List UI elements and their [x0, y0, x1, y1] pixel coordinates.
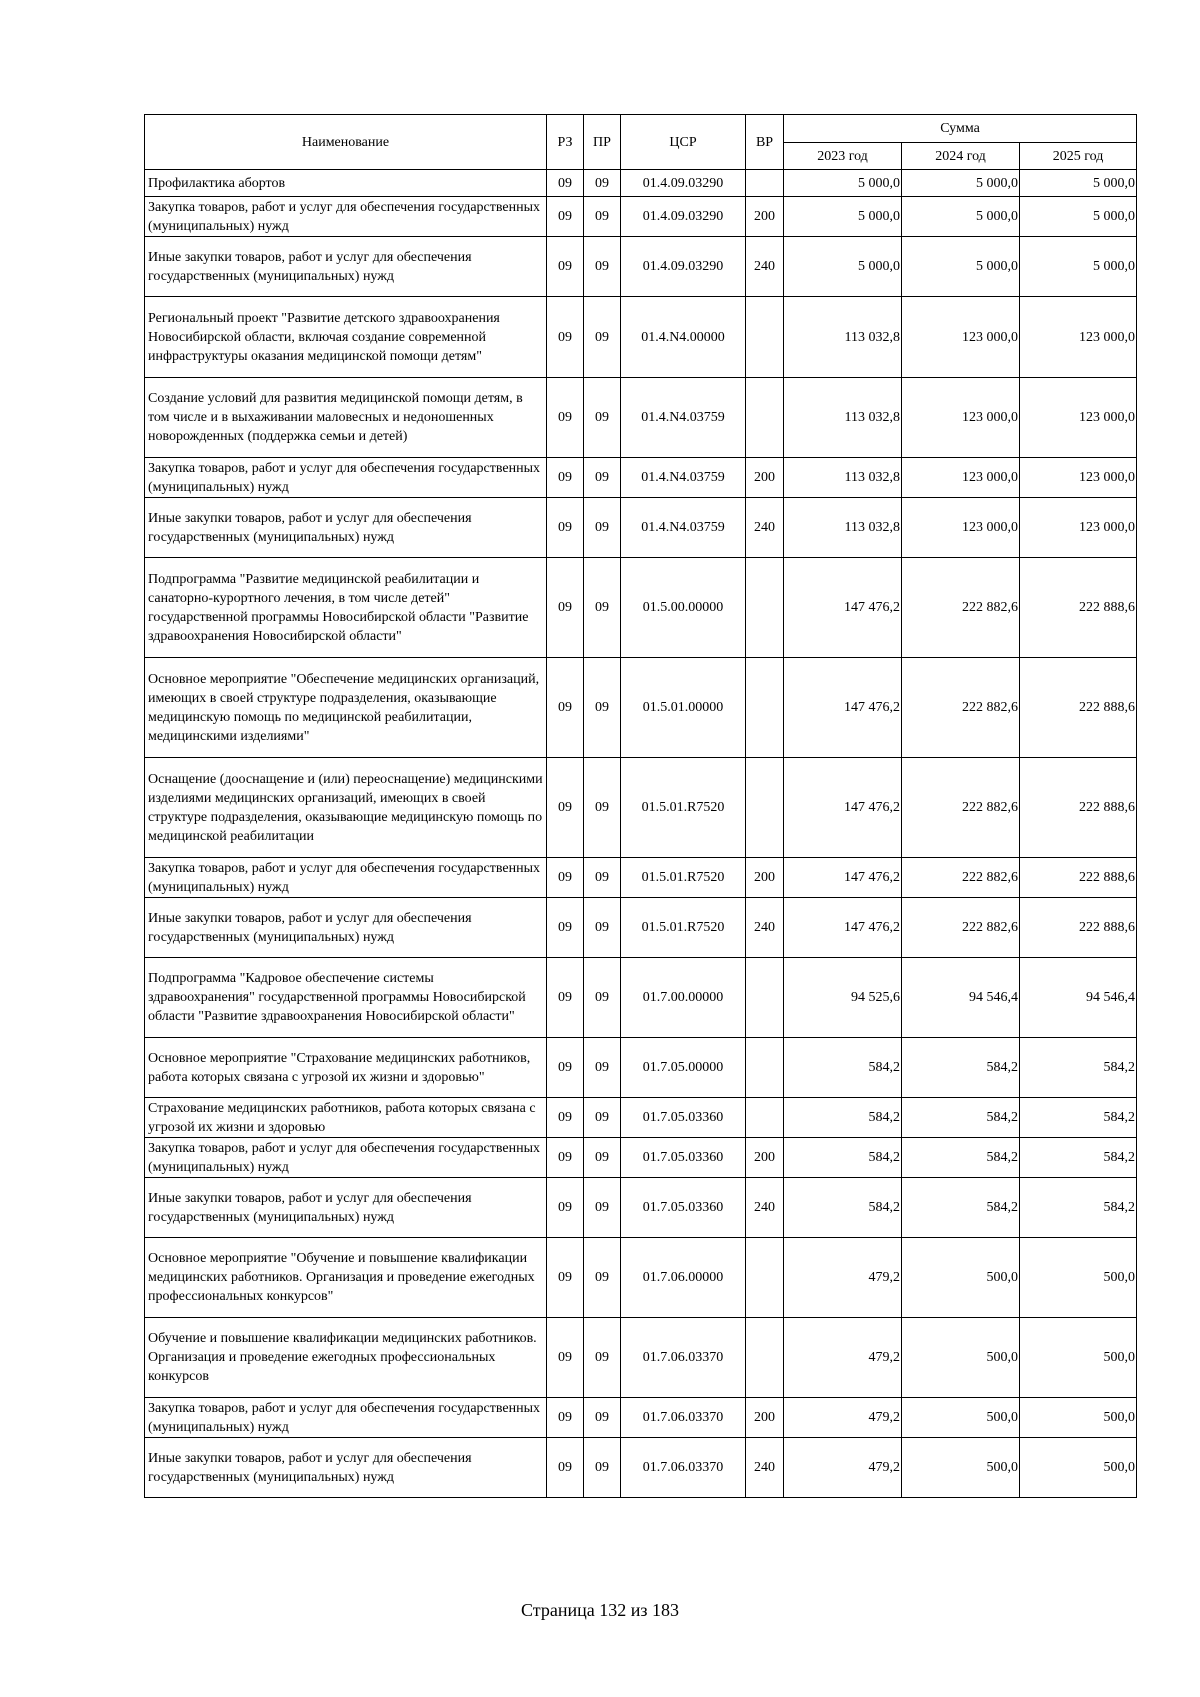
row-amount-2024: 222 882,6: [902, 558, 1020, 658]
row-rz: 09: [547, 1438, 584, 1498]
row-csr: 01.7.05.03360: [621, 1178, 746, 1238]
row-pr: 09: [584, 558, 621, 658]
row-vr: 200: [746, 858, 784, 898]
row-amount-2025: 5 000,0: [1020, 170, 1137, 197]
row-vr: [746, 1318, 784, 1398]
row-name: Основное мероприятие "Страхование медицинских работников, работа которых связана с угрозой их жизни и здоровью": [145, 1038, 547, 1098]
row-name: Закупка товаров, работ и услуг для обеспечения государственных (муниципальных) нужд: [145, 197, 547, 237]
row-amount-2023: 147 476,2: [784, 898, 902, 958]
row-amount-2023: 479,2: [784, 1398, 902, 1438]
row-name: Обучение и повышение квалификации медицинских работников. Организация и проведение ежегодных профессиональных конкурсов: [145, 1318, 547, 1398]
table-body: [145, 170, 1137, 1498]
row-rz: 09: [547, 858, 584, 898]
row-pr: 09: [584, 858, 621, 898]
table-row: [145, 237, 1137, 297]
row-amount-2023: 584,2: [784, 1038, 902, 1098]
row-amount-2024: 94 546,4: [902, 958, 1020, 1038]
row-amount-2025: 500,0: [1020, 1318, 1137, 1398]
row-csr: 01.5.01.R7520: [621, 758, 746, 858]
row-vr: [746, 1238, 784, 1318]
row-amount-2025: 222 888,6: [1020, 858, 1137, 898]
row-amount-2025: 584,2: [1020, 1138, 1137, 1178]
row-name: Иные закупки товаров, работ и услуг для обеспечения государственных (муниципальных) нужд: [145, 498, 547, 558]
table-row: [145, 958, 1137, 1038]
row-rz: 09: [547, 378, 584, 458]
row-csr: 01.4.N4.03759: [621, 378, 746, 458]
row-pr: 09: [584, 1398, 621, 1438]
row-pr: 09: [584, 458, 621, 498]
header-rz: РЗ: [547, 115, 584, 170]
table-row: [145, 758, 1137, 858]
row-csr: 01.5.01.R7520: [621, 858, 746, 898]
row-name: Оснащение (дооснащение и (или) переоснащение) медицинскими изделиями медицинских организаций, имеющих в своей структуре подразделения, оказывающие медицинскую помощь по медицинской реабилитации: [145, 758, 547, 858]
page-number: Страница 132 из 183: [521, 1600, 679, 1620]
row-amount-2025: 123 000,0: [1020, 297, 1137, 378]
row-vr: 200: [746, 458, 784, 498]
row-name: Иные закупки товаров, работ и услуг для обеспечения государственных (муниципальных) нужд: [145, 1178, 547, 1238]
row-amount-2025: 584,2: [1020, 1098, 1137, 1138]
row-rz: 09: [547, 498, 584, 558]
row-amount-2025: 5 000,0: [1020, 237, 1137, 297]
row-amount-2025: 123 000,0: [1020, 458, 1137, 498]
row-vr: [746, 1098, 784, 1138]
row-vr: 240: [746, 237, 784, 297]
row-name: Закупка товаров, работ и услуг для обеспечения государственных (муниципальных) нужд: [145, 1138, 547, 1178]
header-year-2025: 2025 год: [1020, 143, 1137, 170]
row-amount-2024: 500,0: [902, 1318, 1020, 1398]
row-name: Иные закупки товаров, работ и услуг для обеспечения государственных (муниципальных) нужд: [145, 898, 547, 958]
row-amount-2024: 584,2: [902, 1138, 1020, 1178]
budget-table: [144, 114, 1137, 1498]
row-amount-2025: 94 546,4: [1020, 958, 1137, 1038]
row-csr: 01.7.06.03370: [621, 1438, 746, 1498]
row-rz: 09: [547, 558, 584, 658]
row-rz: 09: [547, 297, 584, 378]
table-row: [145, 1038, 1137, 1098]
row-csr: 01.7.06.03370: [621, 1398, 746, 1438]
row-name: Основное мероприятие "Обеспечение медицинских организаций, имеющих в своей структуре подразделения, оказывающие медицинскую помощь по медицинской реабилитации, медицинскими изделиями": [145, 658, 547, 758]
row-amount-2025: 123 000,0: [1020, 498, 1137, 558]
row-pr: 09: [584, 197, 621, 237]
row-amount-2024: 584,2: [902, 1038, 1020, 1098]
row-amount-2024: 5 000,0: [902, 170, 1020, 197]
row-pr: 09: [584, 1238, 621, 1318]
row-rz: 09: [547, 1038, 584, 1098]
row-csr: 01.7.05.00000: [621, 1038, 746, 1098]
row-csr: 01.4.09.03290: [621, 237, 746, 297]
table-row: [145, 1098, 1137, 1138]
row-vr: 200: [746, 1138, 784, 1178]
table-row: [145, 1318, 1137, 1398]
row-name: Подпрограмма "Кадровое обеспечение системы здравоохранения" государственной программы Новосибирской области "Развитие здравоохранения Новосибирской области": [145, 958, 547, 1038]
row-name: Закупка товаров, работ и услуг для обеспечения государственных (муниципальных) нужд: [145, 1398, 547, 1438]
table-row: [145, 1398, 1137, 1438]
row-vr: [746, 378, 784, 458]
row-pr: 09: [584, 498, 621, 558]
table-row: [145, 898, 1137, 958]
table-row: [145, 378, 1137, 458]
row-amount-2025: 222 888,6: [1020, 558, 1137, 658]
row-csr: 01.4.09.03290: [621, 197, 746, 237]
row-amount-2025: 123 000,0: [1020, 378, 1137, 458]
row-rz: 09: [547, 1238, 584, 1318]
table-row: [145, 1238, 1137, 1318]
header-year-2023: 2023 год: [784, 143, 902, 170]
row-pr: 09: [584, 758, 621, 858]
row-amount-2023: 113 032,8: [784, 378, 902, 458]
header-name: Наименование: [145, 115, 547, 170]
row-amount-2025: 500,0: [1020, 1438, 1137, 1498]
row-amount-2023: 94 525,6: [784, 958, 902, 1038]
row-vr: 240: [746, 1178, 784, 1238]
row-amount-2023: 113 032,8: [784, 297, 902, 378]
table-row: [145, 170, 1137, 197]
row-csr: 01.4.N4.03759: [621, 498, 746, 558]
table-row: [145, 197, 1137, 237]
row-rz: 09: [547, 1138, 584, 1178]
row-vr: [746, 958, 784, 1038]
row-amount-2024: 222 882,6: [902, 658, 1020, 758]
row-name: Иные закупки товаров, работ и услуг для обеспечения государственных (муниципальных) нужд: [145, 237, 547, 297]
row-pr: 09: [584, 1438, 621, 1498]
row-rz: 09: [547, 458, 584, 498]
table-header: [145, 115, 1137, 170]
row-csr: 01.7.00.00000: [621, 958, 746, 1038]
row-vr: [746, 758, 784, 858]
row-amount-2025: 584,2: [1020, 1178, 1137, 1238]
row-amount-2024: 500,0: [902, 1438, 1020, 1498]
row-pr: 09: [584, 658, 621, 758]
table-row: [145, 458, 1137, 498]
row-rz: 09: [547, 758, 584, 858]
row-amount-2023: 147 476,2: [784, 658, 902, 758]
row-name: Основное мероприятие "Обучение и повышение квалификации медицинских работников. Организация и проведение ежегодных профессиональных конкурсов": [145, 1238, 547, 1318]
row-vr: 240: [746, 1438, 784, 1498]
table-row: [145, 1138, 1137, 1178]
row-vr: [746, 297, 784, 378]
row-amount-2024: 5 000,0: [902, 197, 1020, 237]
row-amount-2023: 147 476,2: [784, 758, 902, 858]
row-vr: [746, 170, 784, 197]
row-pr: 09: [584, 1098, 621, 1138]
row-pr: 09: [584, 898, 621, 958]
row-vr: 200: [746, 197, 784, 237]
row-amount-2024: 222 882,6: [902, 858, 1020, 898]
row-amount-2024: 584,2: [902, 1098, 1020, 1138]
row-name: Закупка товаров, работ и услуг для обеспечения государственных (муниципальных) нужд: [145, 858, 547, 898]
row-amount-2023: 147 476,2: [784, 558, 902, 658]
row-amount-2025: 5 000,0: [1020, 197, 1137, 237]
row-name: Иные закупки товаров, работ и услуг для обеспечения государственных (муниципальных) нужд: [145, 1438, 547, 1498]
row-amount-2023: 479,2: [784, 1238, 902, 1318]
row-vr: 240: [746, 498, 784, 558]
table-row: [145, 1178, 1137, 1238]
row-vr: [746, 658, 784, 758]
row-amount-2023: 113 032,8: [784, 498, 902, 558]
row-pr: 09: [584, 378, 621, 458]
row-csr: 01.7.06.03370: [621, 1318, 746, 1398]
row-pr: 09: [584, 237, 621, 297]
row-amount-2024: 123 000,0: [902, 297, 1020, 378]
row-name: Создание условий для развития медицинской помощи детям, в том числе и в выхаживании маловесных и недоношенных новорожденных (поддержка семьи и детей): [145, 378, 547, 458]
row-csr: 01.5.00.00000: [621, 558, 746, 658]
row-amount-2023: 147 476,2: [784, 858, 902, 898]
table-row: [145, 558, 1137, 658]
header-sum: Сумма: [784, 115, 1137, 143]
row-vr: 200: [746, 1398, 784, 1438]
table-row: [145, 658, 1137, 758]
row-amount-2024: 500,0: [902, 1238, 1020, 1318]
row-amount-2024: 123 000,0: [902, 498, 1020, 558]
row-amount-2023: 5 000,0: [784, 197, 902, 237]
row-amount-2024: 123 000,0: [902, 378, 1020, 458]
row-amount-2023: 584,2: [784, 1178, 902, 1238]
row-pr: 09: [584, 1318, 621, 1398]
row-amount-2024: 123 000,0: [902, 458, 1020, 498]
row-rz: 09: [547, 898, 584, 958]
row-name: Страхование медицинских работников, работа которых связана с угрозой их жизни и здоровью: [145, 1098, 547, 1138]
row-rz: 09: [547, 1178, 584, 1238]
row-amount-2023: 479,2: [784, 1438, 902, 1498]
row-csr: 01.7.05.03360: [621, 1098, 746, 1138]
row-pr: 09: [584, 1138, 621, 1178]
header-vr: ВР: [746, 115, 784, 170]
row-amount-2024: 222 882,6: [902, 898, 1020, 958]
row-rz: 09: [547, 658, 584, 758]
row-amount-2023: 479,2: [784, 1318, 902, 1398]
table-row: [145, 858, 1137, 898]
row-amount-2024: 5 000,0: [902, 237, 1020, 297]
row-amount-2025: 500,0: [1020, 1398, 1137, 1438]
row-amount-2023: 584,2: [784, 1138, 902, 1178]
row-amount-2023: 584,2: [784, 1098, 902, 1138]
row-csr: 01.7.05.03360: [621, 1138, 746, 1178]
row-amount-2025: 500,0: [1020, 1238, 1137, 1318]
table-row: [145, 297, 1137, 378]
row-amount-2025: 222 888,6: [1020, 758, 1137, 858]
row-name: Профилактика абортов: [145, 170, 547, 197]
row-vr: [746, 1038, 784, 1098]
row-pr: 09: [584, 1178, 621, 1238]
row-pr: 09: [584, 1038, 621, 1098]
table-row: [145, 498, 1137, 558]
row-csr: 01.4.09.03290: [621, 170, 746, 197]
row-amount-2025: 584,2: [1020, 1038, 1137, 1098]
row-csr: 01.5.01.00000: [621, 658, 746, 758]
row-pr: 09: [584, 297, 621, 378]
row-vr: [746, 558, 784, 658]
row-amount-2025: 222 888,6: [1020, 658, 1137, 758]
row-pr: 09: [584, 958, 621, 1038]
row-amount-2024: 584,2: [902, 1178, 1020, 1238]
row-amount-2024: 222 882,6: [902, 758, 1020, 858]
header-pr: ПР: [584, 115, 621, 170]
header-csr: ЦСР: [621, 115, 746, 170]
row-rz: 09: [547, 170, 584, 197]
row-amount-2024: 500,0: [902, 1398, 1020, 1438]
row-rz: 09: [547, 1318, 584, 1398]
row-pr: 09: [584, 170, 621, 197]
row-name: Закупка товаров, работ и услуг для обеспечения государственных (муниципальных) нужд: [145, 458, 547, 498]
row-rz: 09: [547, 958, 584, 1038]
row-amount-2023: 113 032,8: [784, 458, 902, 498]
row-amount-2025: 222 888,6: [1020, 898, 1137, 958]
row-csr: 01.5.01.R7520: [621, 898, 746, 958]
row-name: Подпрограмма "Развитие медицинской реабилитации и санаторно-курортного лечения, в том числе детей" государственной программы Новосибирской области "Развитие здравоохранения Новосибирской области": [145, 558, 547, 658]
row-rz: 09: [547, 1098, 584, 1138]
row-rz: 09: [547, 197, 584, 237]
table-row: [145, 1438, 1137, 1498]
row-name: Региональный проект "Развитие детского здравоохранения Новосибирской области, включая создание современной инфраструктуры оказания медицинской помощи детям": [145, 297, 547, 378]
row-amount-2023: 5 000,0: [784, 237, 902, 297]
row-csr: 01.4.N4.03759: [621, 458, 746, 498]
row-vr: 240: [746, 898, 784, 958]
row-rz: 09: [547, 1398, 584, 1438]
row-csr: 01.4.N4.00000: [621, 297, 746, 378]
row-csr: 01.7.06.00000: [621, 1238, 746, 1318]
row-amount-2023: 5 000,0: [784, 170, 902, 197]
row-rz: 09: [547, 237, 584, 297]
header-year-2024: 2024 год: [902, 143, 1020, 170]
